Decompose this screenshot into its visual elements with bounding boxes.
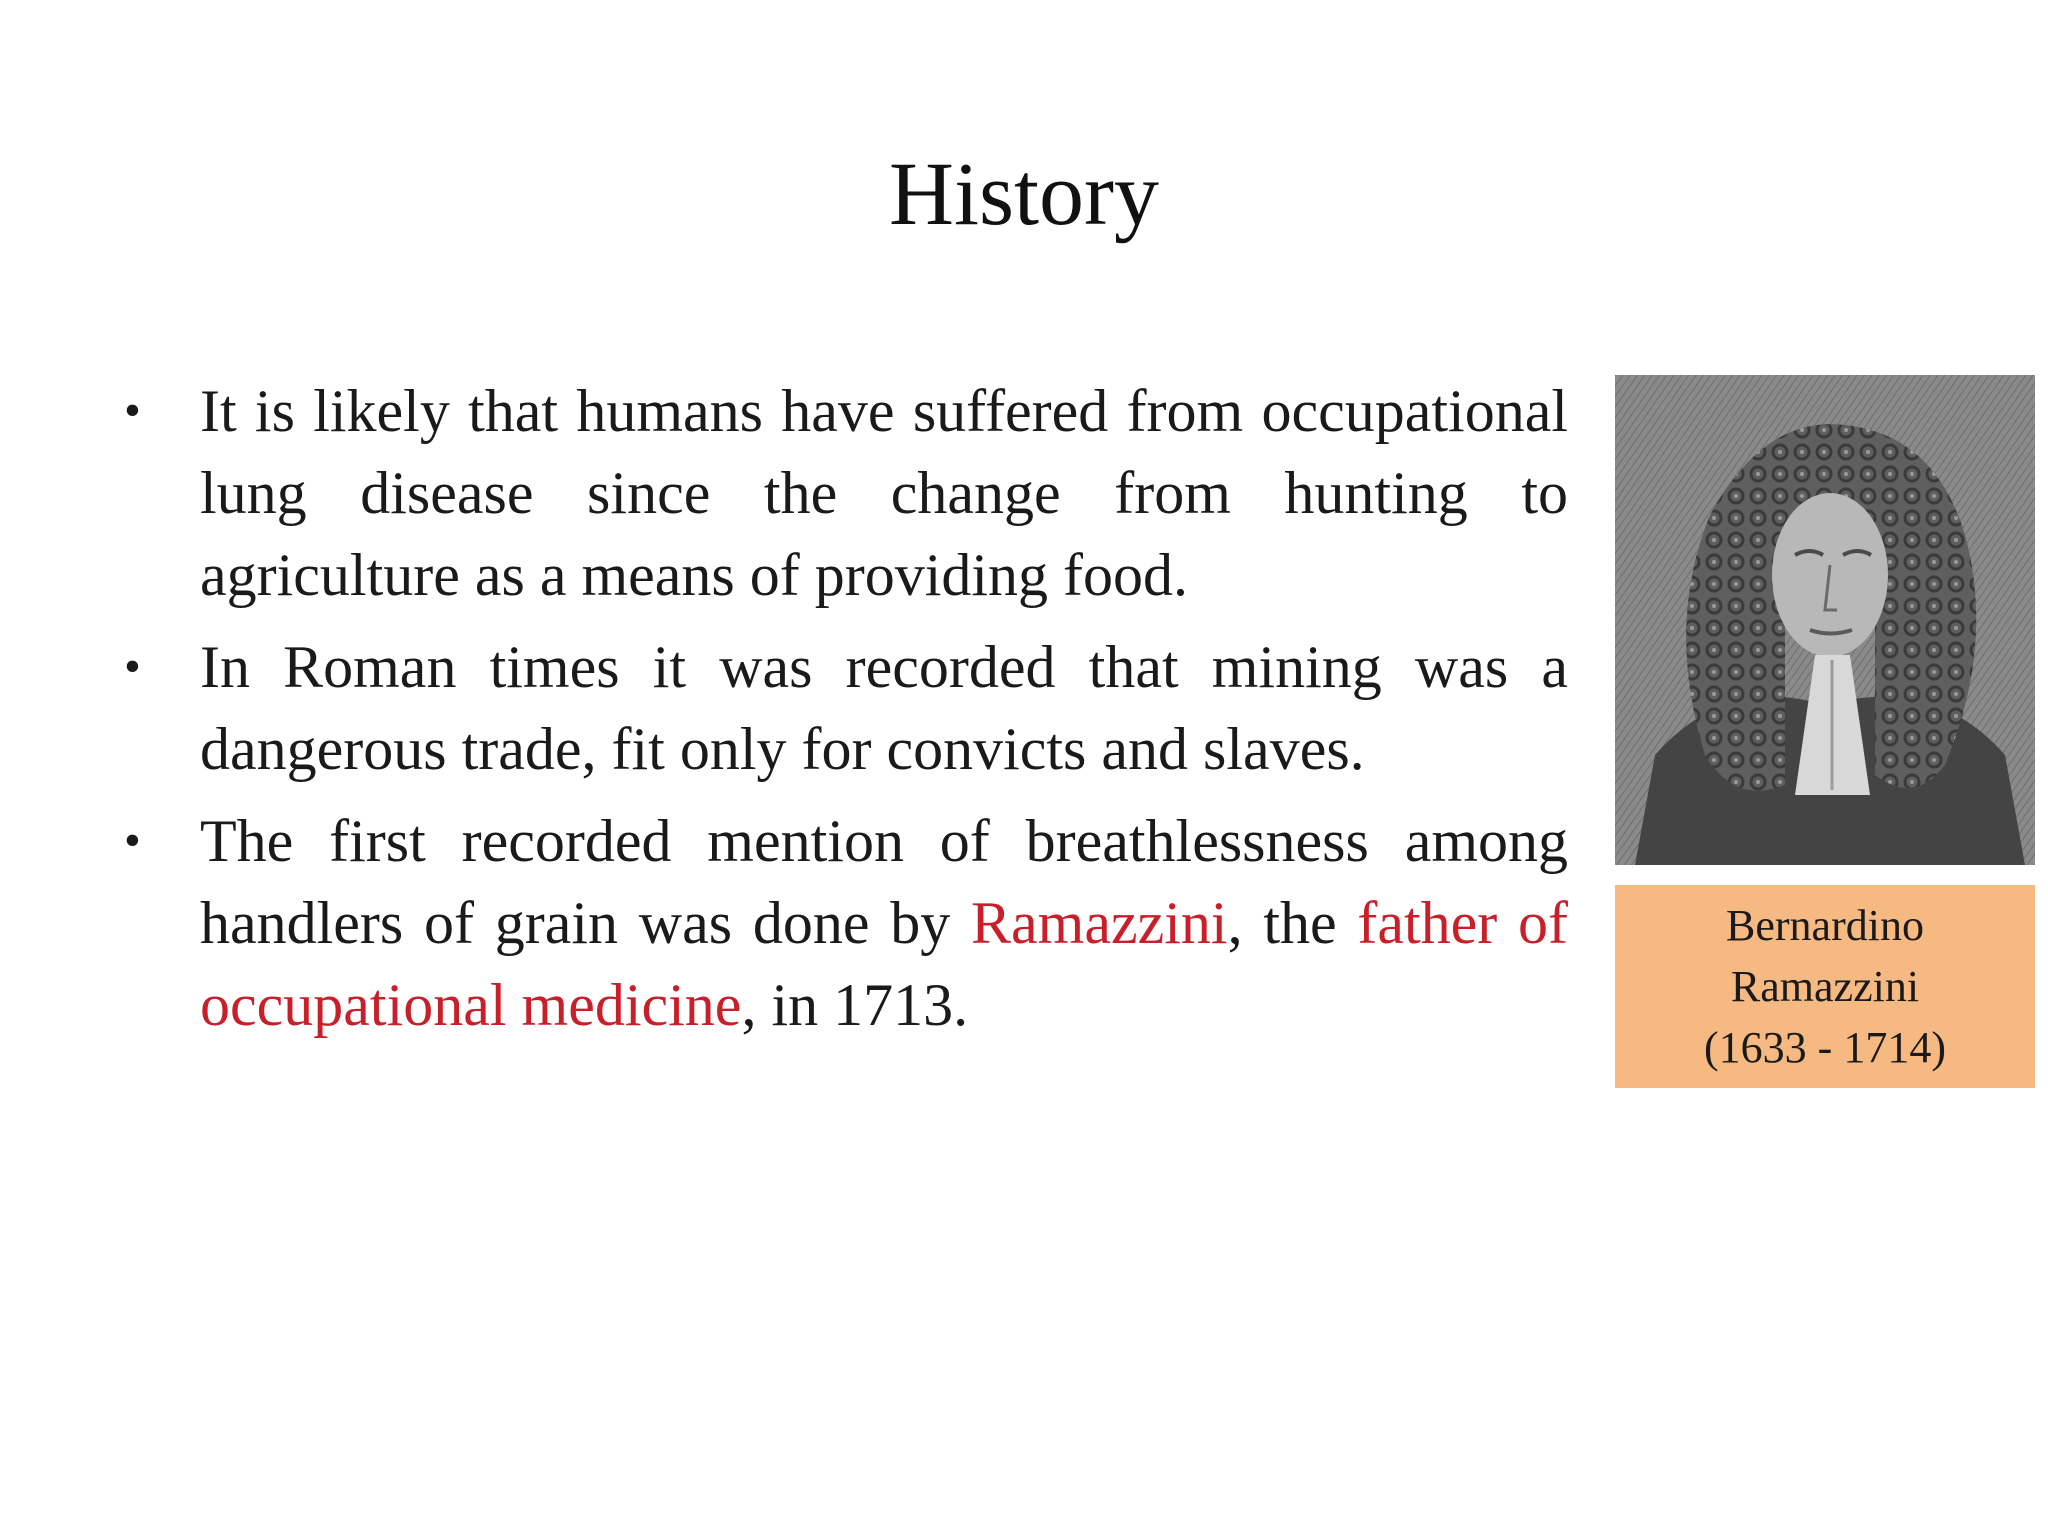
bullet-text: It is likely that humans have suffered from occupational lung disease since the change from hunting to agriculture as a means of providing food.	[200, 378, 1568, 608]
bullet-text: In Roman times it was recorded that mining was a dangerous trade, fit only for convicts and slaves.	[200, 634, 1568, 782]
bullet-item	[118, 626, 1568, 790]
portrait-engraving-icon	[1615, 375, 2035, 865]
portrait-caption	[1615, 885, 2035, 1088]
bullet-dot-icon: •	[124, 384, 141, 437]
highlight-phrase: father of occupational medicine	[200, 890, 1569, 1038]
bullet-item	[118, 370, 1568, 616]
bullet-dot-icon: •	[124, 814, 141, 867]
bullet-text: , in 1713.	[741, 972, 969, 1038]
bullet-item	[118, 800, 1568, 1046]
bullet-dot-icon: •	[124, 640, 141, 693]
highlight-name: Ramazzini	[971, 890, 1228, 956]
caption-last-name: Ramazzini	[1730, 962, 1920, 1011]
caption-dates: (1633 - 1714)	[1704, 1023, 1946, 1072]
slide-title: History	[889, 145, 1159, 244]
caption-first-name: Bernardino	[1726, 901, 1924, 950]
bullet-text: The first recorded mention of breathlessness among handlers of grain was done by	[200, 808, 1568, 956]
bullet-list	[118, 370, 1568, 1056]
bullet-text: , the	[1227, 890, 1358, 956]
